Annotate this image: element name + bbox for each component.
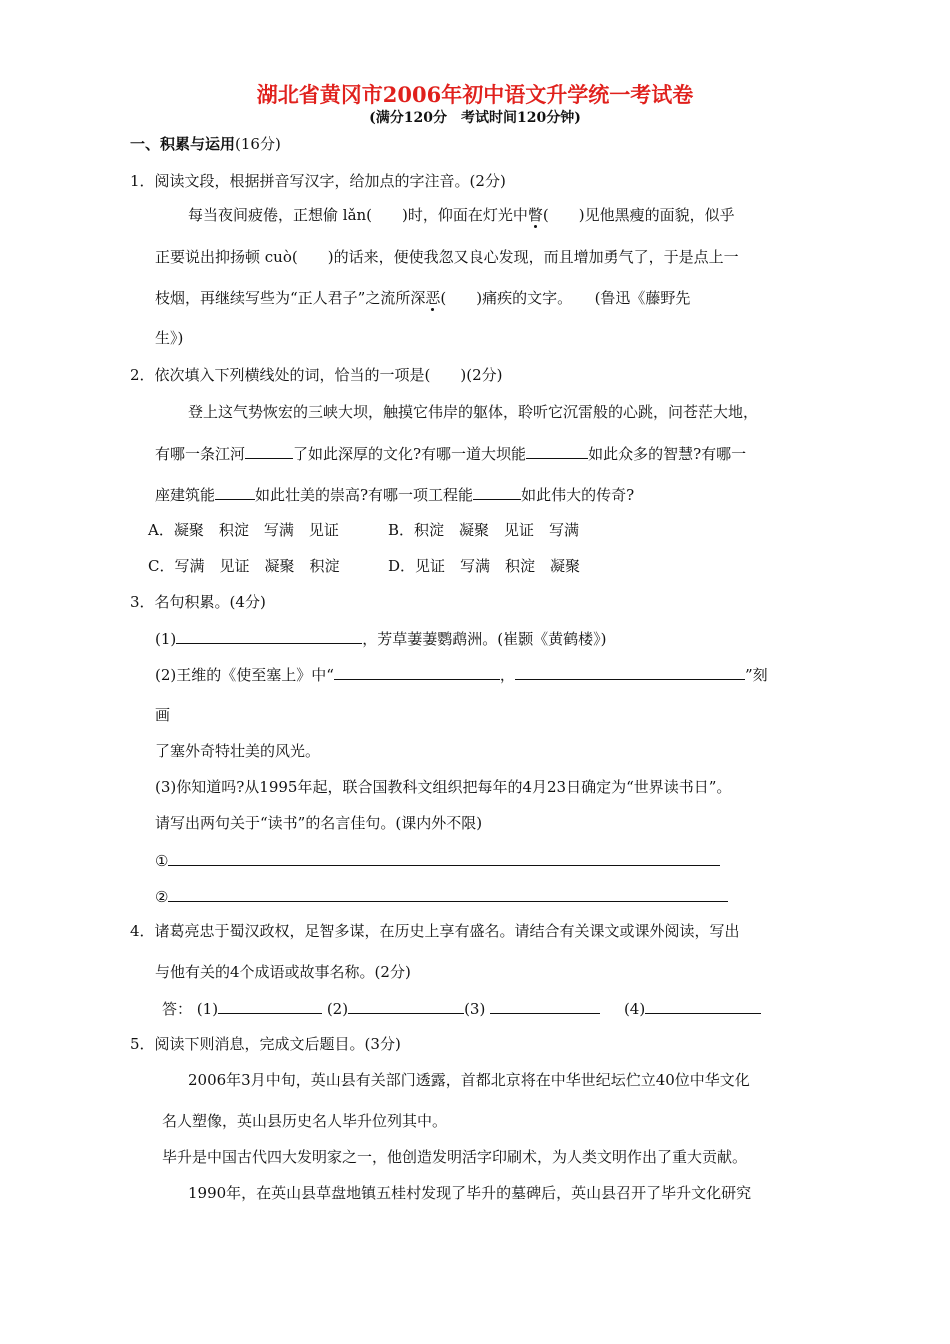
q2-passage-line2 bbox=[155, 443, 746, 464]
q3-item2 bbox=[155, 664, 768, 685]
q5-news-line1: 2006年3月中旬，英山县有关部门透露，首都北京将在中华世纪坛伫立40位中华文化 bbox=[188, 1071, 750, 1089]
q1-stem: 1．阅读文段，根据拼音写汉字，给加点的字注音。(2分) bbox=[130, 172, 506, 190]
q1-passage-line4: 生》) bbox=[155, 329, 184, 347]
q3-text: ”刻 bbox=[744, 666, 768, 684]
q2-option-a: A．凝聚 积淀 写满 见证 bbox=[148, 521, 339, 539]
fill-blank[interactable] bbox=[245, 443, 293, 459]
section-score: (16分) bbox=[235, 135, 281, 153]
q3-text: (2)王维的《使至塞上》中“ bbox=[155, 666, 334, 684]
q2-text: 有哪一条江河 bbox=[155, 445, 246, 463]
section-title: 一、积累与运用 bbox=[130, 135, 236, 153]
answer-line[interactable] bbox=[334, 664, 500, 680]
q2-stem: 2．依次填入下列横线处的词，恰当的一项是( )(2分) bbox=[130, 366, 503, 384]
q5-stem: 5．阅读下则消息，完成文后题目。(3分) bbox=[130, 1035, 401, 1053]
answer-line[interactable] bbox=[176, 628, 362, 644]
q3-answer2 bbox=[155, 886, 728, 907]
q4-stem-line1: 4．诸葛亮忠于蜀汉政权，足智多谋，在历史上享有盛名。请结合有关课文或课外阅读，写出 bbox=[130, 922, 740, 940]
exam-subtitle: (满分120分 考试时间120分钟) bbox=[369, 110, 581, 126]
q3-stem: 3．名句积累。(4分) bbox=[130, 593, 266, 611]
answer-label: 答： bbox=[162, 1000, 193, 1018]
answer-line[interactable] bbox=[490, 998, 600, 1014]
q5-news-line3: 毕升是中国古代四大发明家之一，他创造发明活字印刷术，为人类文明作出了重大贡献。 bbox=[162, 1148, 748, 1166]
q1-passage-line2: 正要说出抑扬顿 cuò( )的话来，便使我忽又良心发现，而且增加勇气了，于是点上一 bbox=[155, 248, 739, 266]
q5-news-line2: 名人塑像，英山县历史名人毕升位列其中。 bbox=[162, 1112, 448, 1130]
circled-number: ① bbox=[155, 852, 169, 870]
q3-text: (1) bbox=[155, 630, 177, 648]
fill-blank[interactable] bbox=[526, 443, 588, 459]
q2-option-b: B．积淀 凝聚 见证 写满 bbox=[388, 521, 580, 539]
section-heading bbox=[130, 134, 281, 154]
q3-text: ，芳草萋萋鹦鹉洲。(崔颢《黄鹤楼》) bbox=[362, 630, 607, 648]
q2-text: 如此壮美的崇高?有哪一项工程能 bbox=[255, 486, 474, 504]
fill-blank[interactable] bbox=[473, 484, 521, 500]
q3-item1 bbox=[155, 628, 606, 649]
q3-answer1 bbox=[155, 850, 720, 871]
answer-line[interactable] bbox=[168, 850, 720, 866]
q3-item3: (3)你知道吗?从1995年起，联合国教科文组织把每年的4月23日确定为“世界读书日”。 bbox=[155, 778, 732, 796]
q2-passage-line1: 登上这气势恢宏的三峡大坝，触摸它伟岸的躯体，聆听它沉雷般的心跳，问苍茫大地， bbox=[188, 403, 759, 421]
q5-news-line4: 1990年，在英山县草盘地镇五桂村发现了毕升的墓碑后，英山县召开了毕升文化研究 bbox=[188, 1184, 752, 1202]
answer-line[interactable] bbox=[348, 998, 464, 1014]
q3-item2-cont: 画 bbox=[155, 706, 171, 724]
q4-answers bbox=[162, 998, 761, 1019]
q2-option-d: D．见证 写满 积淀 凝聚 bbox=[388, 557, 581, 575]
q1-text: 每当夜间疲倦，正想偷 lǎn( )时，仰面在灯光中 bbox=[188, 206, 528, 224]
circled-number: ② bbox=[155, 888, 169, 906]
answer-num: (2) bbox=[326, 1000, 349, 1018]
q1-passage-line3 bbox=[155, 288, 690, 308]
q2-text: 如此伟大的传奇? bbox=[521, 486, 635, 504]
q4-stem-line2: 与他有关的4个成语或故事名称。(2分) bbox=[155, 963, 411, 981]
q1-passage-line1 bbox=[188, 205, 735, 225]
q1-text: ( )见他黑瘦的面貌，似乎 bbox=[542, 206, 735, 224]
fill-blank[interactable] bbox=[215, 484, 255, 500]
q2-text: 座建筑能 bbox=[155, 486, 216, 504]
q1-text: 枝烟，再继续写些为“正人君子”之流所深 bbox=[155, 289, 426, 307]
dotted-char: 恶 bbox=[425, 289, 441, 307]
exam-title: 湖北省黄冈市2006年初中语文升学统一考试卷 bbox=[256, 82, 694, 107]
dotted-char: 瞥 bbox=[527, 206, 543, 224]
answer-num: (1) bbox=[196, 1000, 219, 1018]
answer-line[interactable] bbox=[645, 998, 761, 1014]
q3-item3-prompt: 请写出两句关于“读书”的名言佳句。(课内外不限) bbox=[155, 814, 483, 832]
answer-line[interactable] bbox=[168, 886, 728, 902]
q2-text: 如此众多的智慧?有哪一 bbox=[588, 445, 747, 463]
answer-num: (4) bbox=[623, 1000, 646, 1018]
answer-line[interactable] bbox=[515, 664, 745, 680]
q2-option-c: C．写满 见证 凝聚 积淀 bbox=[148, 557, 340, 575]
q2-passage-line3 bbox=[155, 484, 634, 505]
q2-text: 了如此深厚的文化?有哪一道大坝能 bbox=[293, 445, 527, 463]
answer-num: (3) bbox=[464, 1000, 486, 1018]
answer-line[interactable] bbox=[218, 998, 322, 1014]
q3-item2-cont2: 了塞外奇特壮美的风光。 bbox=[155, 742, 321, 760]
q3-text: ， bbox=[499, 666, 515, 684]
q1-text: ( )痛疾的文字。 (鲁迅《藤野先 bbox=[440, 289, 691, 307]
